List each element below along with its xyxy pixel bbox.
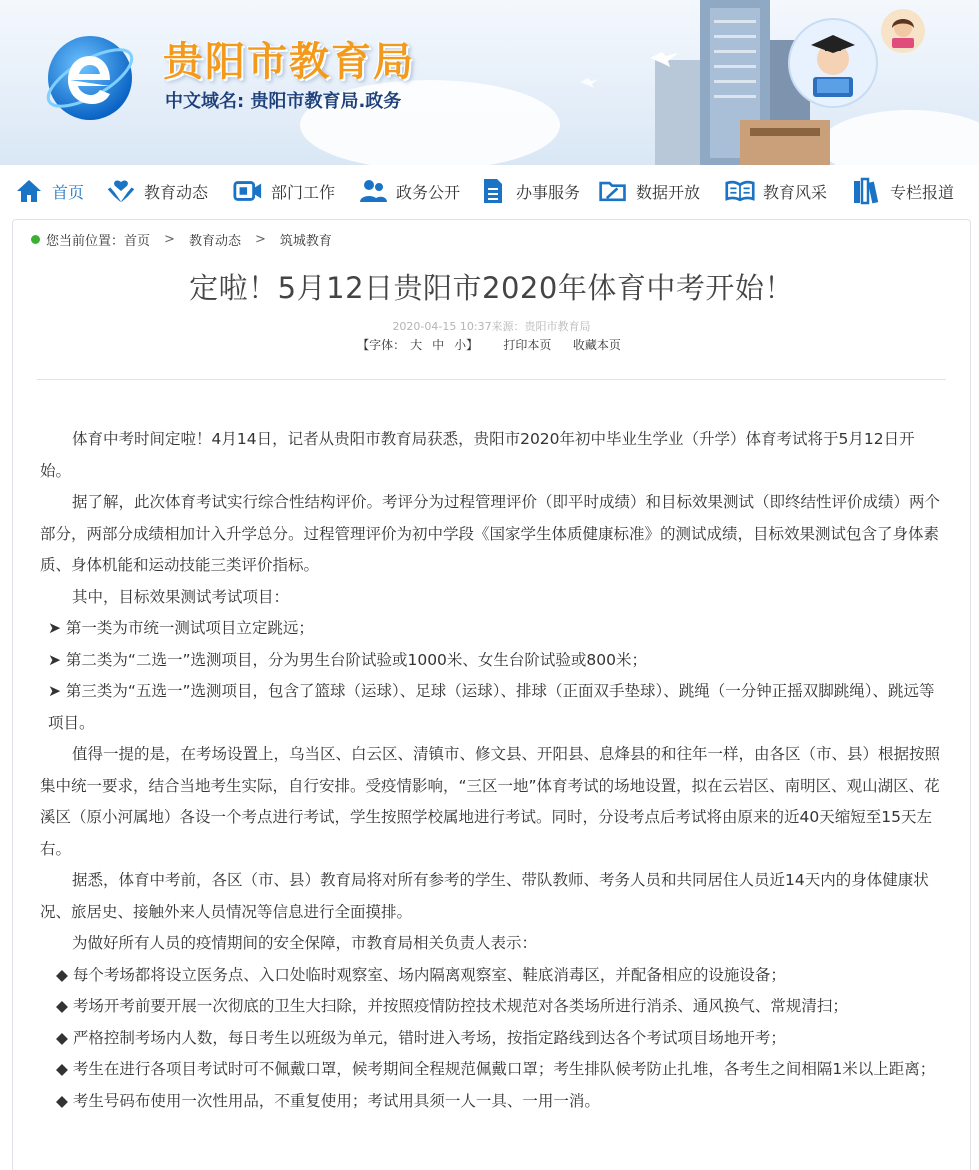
hands-heart-icon [106, 176, 136, 206]
nav-item-education-style[interactable] [725, 168, 827, 214]
nav-item-services[interactable] [478, 168, 580, 214]
girl-reading-image [880, 8, 926, 54]
article-list-item: ◆ 考生在进行各项目考试时可不佩戴口罩，候考期间全程规范佩戴口罩；考生排队候考防止扎堆，各考生之间相隔1米以上距离； [56, 1060, 936, 1078]
open-book-icon [725, 176, 755, 206]
article-list-item: ◆ 考场开考前要开展一次彻底的卫生大扫除，并按照疫情防控技术规范对各类场所进行消杀、通风换气、常规清扫； [56, 997, 848, 1015]
article-paragraph: 其中，目标效果测试考试项目： [72, 587, 290, 606]
article-paragraph: 据悉，体育中考前，各区（市、县）教育局将对所有参考的学生、带队教师、考务人员和共同居住人员近14天内的身体健康状况、旅居史、接触外来人员情况等信息进行全面摸排。 [40, 871, 929, 921]
title-divider [37, 379, 946, 380]
font-large-button[interactable]: 大 [410, 338, 423, 352]
books-icon [852, 176, 882, 206]
nav-item-label: 专栏报道 [890, 182, 955, 202]
article-tools [13, 336, 970, 353]
breadcrumb-prefix: 您当前位置： [46, 234, 125, 249]
home-icon [14, 176, 44, 206]
article-meta: 2020-04-15 10:37来源：贵阳市教育局 [392, 320, 591, 333]
scholar-child-image [785, 15, 881, 111]
article-list-item: ◆ 每个考场都将设立医务点、入口处临时观察室、场内隔离观察室、鞋底消毒区，并配备相应的设施设备； [56, 965, 786, 984]
header-banner [0, 0, 979, 165]
font-medium-button[interactable]: 中 [432, 338, 445, 352]
article-list-item: ➤ 第二类为“二选一”选测项目，分为男生台阶试验或1000米、女生台阶试验或800米； [48, 650, 648, 669]
article-paragraph: 体育中考时间定啦！4月14日，记者从贵阳市教育局获悉，贵阳市2020年初中毕业生学业（升学）体育考试将于5月12日开始。 [40, 430, 915, 480]
breadcrumb-separator: > [254, 232, 266, 247]
nav-item-label: 政务公开 [396, 182, 461, 202]
nav-item-education-news[interactable] [106, 168, 208, 214]
nav-item-government-affairs[interactable] [358, 168, 460, 214]
article-list-item: ➤ 第三类为“五选一”选测项目，包含了篮球（运球）、足球（运球）、排球（正面双手垫球）、跳绳（一分钟正摇双脚跳绳）、跳远等项目。 [48, 682, 935, 732]
article-paragraph: 为做好所有人员的疫情期间的安全保障，市教育局相关负责人表示： [72, 934, 538, 952]
nav-item-label: 教育风采 [763, 182, 828, 202]
breadcrumb [31, 230, 332, 249]
article-title: 定啦！5月12日贵阳市2020年体育中考开始！ [189, 271, 794, 305]
document-icon [478, 176, 508, 206]
breadcrumb-home-link[interactable]: 首页 [124, 234, 151, 249]
article-list-item: ◆ 考生号码布使用一次性用品，不重复使用；考试用具须一人一具、一用一消。 [56, 1091, 600, 1110]
location-dot-icon [31, 235, 40, 244]
nav-item-label: 教育动态 [144, 182, 209, 202]
nav-item-label: 办事服务 [516, 182, 581, 202]
favorite-page-link[interactable]: 收藏本页 [572, 338, 621, 352]
article-list-item: ◆ 严格控制考场内人数，每日考生以班级为单元，错时进入考场，按指定路线到达各个考试项目场地开考； [56, 1028, 786, 1047]
video-camera-icon [233, 176, 263, 206]
main-nav [0, 168, 979, 214]
breadcrumb-current-link[interactable]: 筑城教育 [279, 234, 332, 249]
site-logo-icon[interactable] [40, 28, 136, 124]
breadcrumb-news-link[interactable]: 教育动态 [188, 234, 241, 249]
site-title: 贵阳市教育局 [163, 39, 415, 85]
font-size-label: 【字体： [357, 338, 406, 352]
article-body [40, 424, 943, 1117]
nav-item-department-work[interactable] [233, 168, 335, 214]
site-domain: 中文域名: 贵阳市教育局.政务 [165, 91, 402, 112]
nav-item-label: 部门工作 [271, 182, 336, 202]
nav-item-label: 首页 [52, 182, 85, 202]
article-list-item: ➤ 第一类为市统一测试项目立定跳远； [48, 619, 314, 637]
nav-item-label: 数据开放 [636, 182, 701, 202]
folder-icon [598, 176, 628, 206]
article-paragraph: 据了解，此次体育考试实行综合性结构评价。考评分为过程管理评价（即平时成绩）和目标效果测试（即终结性评价成绩）两个部分，两部分成绩相加计入升学总分。过程管理评价为初中学段《国家学生体质健康标准》的测试成绩，目标效果测试包含了身体素质、身体机能和运动技能三类评价指标。 [40, 493, 941, 574]
breadcrumb-separator: > [164, 232, 175, 247]
print-page-link[interactable]: 打印本页 [503, 338, 552, 352]
font-small-button[interactable]: 小】 [454, 338, 479, 352]
people-icon [358, 176, 388, 206]
nav-item-home[interactable] [14, 168, 84, 214]
nav-item-special-reports[interactable] [852, 168, 954, 214]
article-container [12, 219, 971, 1170]
nav-item-open-data[interactable] [598, 168, 700, 214]
article-paragraph: 值得一提的是，在考场设置上，乌当区、白云区、清镇市、修文县、开阳县、息烽县的和往年一样，由各区（市、县）根据按照集中统一要求，结合当地考生实际，自行安排。受疫情影响，“三区一地”体育考试的场地设置，拟在云岩区、南明区、观山湖区、花溪区（原小河属地）各设一个考点进行考试，学生按照学校属地进行考试。同时，分设考点后考试将由原来的近40天缩短至15天左右。 [40, 745, 941, 858]
